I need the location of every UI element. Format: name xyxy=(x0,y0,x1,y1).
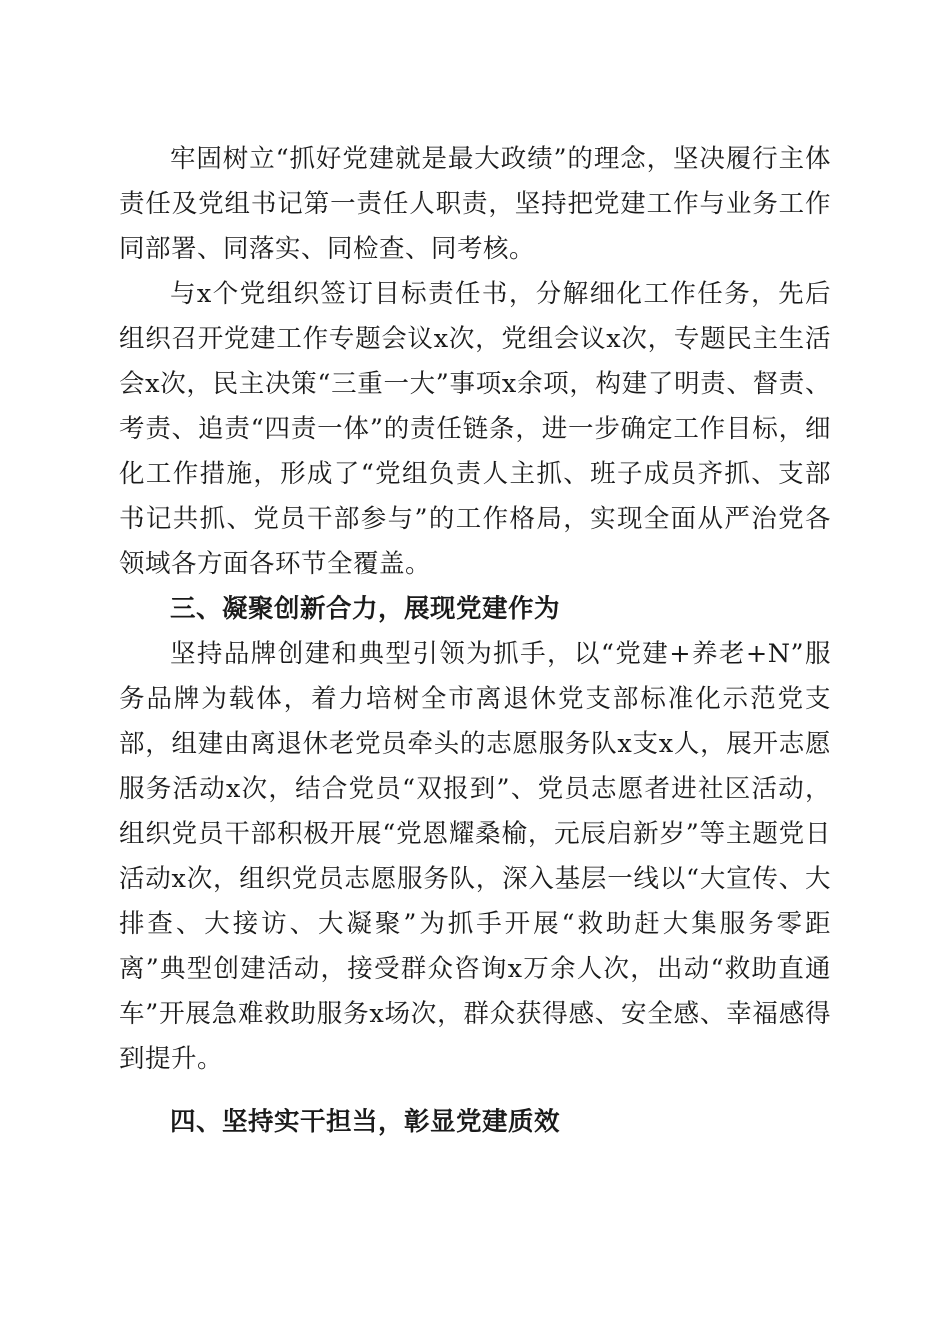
paragraph-party-organizations: 与x个党组织签订目标责任书，分解细化工作任务，先后组织召开党建工作专题会议x次，党组会议x次，专题民主生活会x次，民主决策“三重一大”事项x余项，构建了明责、督责、考责、追责“四责一体”的责任链条，进一步确定工作目标，细化工作措施，形成了“党组负责人主抓、班子成员齐抓、支部书记共抓、党员干部参与”的工作格局，实现全面从严治党各领域各方面各环节全覆盖。 xyxy=(119,279,831,579)
paragraph-brand-building: 坚持品牌创建和典型引领为抓手，以“党建+养老+N”服务品牌为载体，着力培树全市离退休党支部标准化示范党支部，组建由离退休老党员牵头的志愿服务队x支x人，展开志愿服务活动x次，结合党员“双报到”、党员志愿者进社区活动，组织党员干部积极开展“党恩耀桑榆，元辰启新岁”等主题党日活动x次，组织党员志愿服务队，深入基层一线以“大宣传、大排查、大接访、大凝聚”为抓手开展“救助赶大集服务零距离”典型创建活动，接受群众咨询x万余人次，出动“救助直通车”开展急难救助服务x场次，群众获得感、安全感、幸福感得到提升。 xyxy=(119,639,831,1074)
paragraph-responsibility: 牢固树立“抓好党建就是最大政绩”的理念，坚决履行主体责任及党组书记第一责任人职责，坚持把党建工作与业务工作同部署、同落实、同检查、同考核。 xyxy=(119,144,831,264)
section-heading-4: 四、坚持实干担当，彰显党建质效 xyxy=(170,1107,561,1137)
document-body xyxy=(119,137,831,1145)
section-heading-3: 三、凝聚创新合力，展现党建作为 xyxy=(170,594,561,624)
